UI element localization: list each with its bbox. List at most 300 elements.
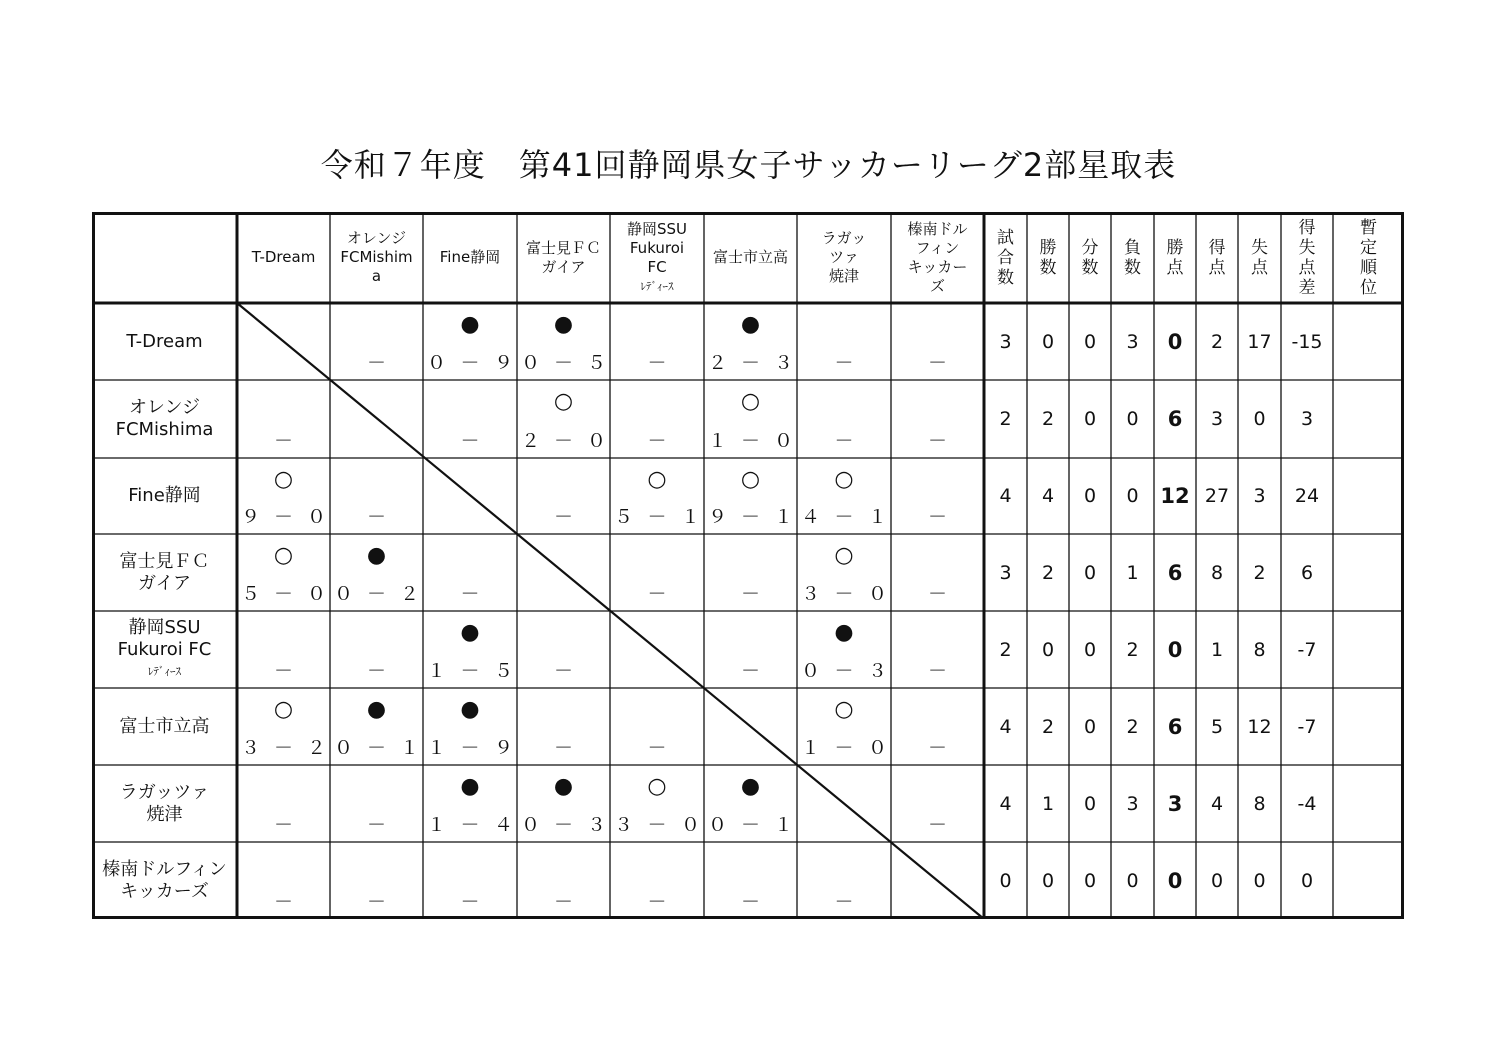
score-goals: ２ (521, 430, 541, 452)
stat-draws: 0 (1083, 330, 1097, 353)
text-line: 定 (1360, 237, 1377, 258)
row-team-name (92, 458, 237, 534)
stat-wins: 2 (1041, 408, 1055, 430)
unplayed-dash: － (927, 352, 947, 374)
loss-mark: ● (460, 774, 480, 799)
text-line: 得 (1208, 237, 1226, 258)
stat-goals-against: 17 (1247, 330, 1272, 353)
score-separator: － (366, 583, 386, 605)
match-cell (610, 458, 704, 534)
loss-mark: ● (834, 620, 854, 645)
match-score (801, 737, 887, 759)
row-team-label (120, 716, 210, 738)
column-header-stat (1027, 212, 1069, 303)
win-mark: ○ (647, 774, 667, 799)
text-line: 富士見ＦＣ (525, 238, 601, 257)
match-cell (891, 303, 984, 380)
text-line: 試 (997, 227, 1014, 248)
score-separator: － (647, 506, 667, 528)
row-team-label (126, 331, 202, 353)
match-cell (237, 765, 330, 842)
stat-points: 0 (1167, 868, 1183, 893)
unplayed-dash: － (834, 430, 854, 452)
match-cell (237, 611, 330, 688)
stat-goals-for: 3 (1210, 408, 1224, 430)
unplayed-dash: － (927, 583, 947, 605)
stat-wins: 2 (1041, 715, 1055, 738)
text-line: FCMishim (340, 248, 413, 266)
text-line: 静岡SSU (128, 616, 201, 638)
match-score (521, 430, 606, 452)
unplayed-dash: － (834, 352, 854, 374)
match-cell (891, 534, 984, 611)
match-cell (610, 303, 704, 380)
unplayed-dash: － (366, 660, 386, 682)
score-goals: ０ (334, 583, 354, 605)
match-score (708, 814, 793, 836)
row-team-label (120, 551, 210, 595)
match-cell (517, 458, 610, 534)
match-cell (423, 765, 517, 842)
text-line: 焼津 (828, 267, 859, 285)
unplayed-dash: － (927, 737, 947, 759)
column-header-team (237, 212, 330, 303)
match-cell (237, 688, 330, 765)
match-cell (237, 842, 330, 919)
match-cell (704, 534, 797, 611)
match-score (708, 352, 793, 374)
stat-goal-difference: -15 (1291, 330, 1323, 353)
score-goals: ５ (586, 352, 606, 374)
score-goals: ３ (773, 352, 793, 374)
unplayed-dash: － (273, 430, 293, 452)
text-line: ガイア (138, 572, 191, 594)
match-cell (237, 458, 330, 534)
score-goals: ０ (306, 506, 326, 528)
score-goals: ２ (399, 583, 419, 605)
column-header-label (526, 239, 601, 277)
stat-losses: 0 (1126, 485, 1139, 507)
score-goals: ０ (334, 737, 354, 759)
match-cell (330, 688, 423, 765)
score-goals: ４ (493, 814, 513, 836)
score-separator: － (460, 660, 480, 682)
stat-provisional-rank (1333, 458, 1404, 534)
text-line: 富士見ＦＣ (119, 550, 210, 572)
column-header-label (822, 229, 867, 286)
unplayed-dash: － (647, 583, 667, 605)
unplayed-dash: － (647, 891, 667, 913)
score-separator: － (740, 430, 760, 452)
column-header-label (1040, 238, 1057, 278)
text-line: 焼津 (146, 803, 183, 825)
match-score (241, 583, 326, 605)
row-team-name (92, 611, 237, 688)
text-line: T-Dream (251, 248, 316, 266)
self-match-cell (704, 688, 797, 765)
match-cell (517, 611, 610, 688)
stat-draws: 0 (1083, 485, 1097, 507)
win-mark: ○ (834, 543, 854, 568)
text-line: 富士市立高 (712, 248, 788, 266)
stat-draws: 0 (1083, 638, 1097, 661)
match-cell (517, 842, 610, 919)
stat-goals-for: 0 (1210, 869, 1224, 892)
column-header-label (1167, 238, 1184, 278)
stat-goals-for: 1 (1210, 638, 1224, 661)
score-separator: － (273, 506, 293, 528)
column-header-team (423, 212, 517, 303)
score-separator: － (553, 352, 573, 374)
stat-goal-difference: 6 (1300, 561, 1314, 584)
text-line: 分 (1081, 237, 1099, 258)
text-line: 失 (1298, 237, 1316, 258)
column-header-label (1082, 238, 1099, 278)
text-line: キッカー (907, 257, 968, 276)
score-goals: ３ (586, 814, 606, 836)
column-header-team (330, 212, 423, 303)
text-line: ツァ (829, 248, 859, 266)
loss-mark: ● (460, 697, 480, 722)
score-separator: － (834, 737, 854, 759)
stat-wins: 2 (1041, 561, 1055, 584)
match-score (241, 506, 326, 528)
match-score (334, 737, 419, 759)
unplayed-dash: － (366, 506, 386, 528)
score-goals: ３ (867, 660, 887, 682)
column-header-stat (1281, 212, 1333, 303)
text-line: 榛南ドル (907, 219, 968, 238)
row-team-label (102, 859, 227, 903)
match-cell (330, 458, 423, 534)
match-cell (237, 534, 330, 611)
unplayed-dash: － (927, 506, 947, 528)
stat-losses: 0 (1126, 869, 1139, 892)
unplayed-dash: － (927, 430, 947, 452)
match-score (427, 737, 513, 759)
stat-provisional-rank (1333, 380, 1404, 458)
unplayed-dash: － (366, 352, 386, 374)
match-cell (610, 765, 704, 842)
win-mark: ○ (834, 467, 854, 492)
text-line: Fine静岡 (128, 485, 201, 506)
stat-goals-against: 8 (1253, 638, 1266, 661)
score-separator: － (834, 583, 854, 605)
win-mark: ○ (273, 467, 294, 492)
match-score (801, 583, 887, 605)
score-goals: ２ (306, 737, 326, 759)
stat-losses: 3 (1126, 330, 1139, 353)
stat-goal-difference: 0 (1300, 869, 1314, 892)
stat-games-played: 4 (999, 715, 1012, 738)
match-cell (330, 611, 423, 688)
column-header-label (1360, 218, 1377, 298)
text-line: 静岡SSU (626, 219, 688, 238)
match-score (614, 506, 700, 528)
stat-draws: 0 (1083, 792, 1097, 815)
stat-wins: 0 (1041, 869, 1055, 892)
text-line: 数 (1081, 257, 1099, 278)
score-separator: － (273, 583, 293, 605)
match-cell (797, 380, 891, 458)
unplayed-dash: － (553, 660, 573, 682)
match-cell (423, 842, 517, 919)
unplayed-dash: － (366, 891, 386, 913)
column-header-team (517, 212, 610, 303)
unplayed-dash: － (553, 737, 573, 759)
score-goals: １ (680, 506, 700, 528)
score-goals: １ (708, 430, 728, 452)
stat-goal-difference: 24 (1294, 485, 1320, 507)
column-header-stat (1111, 212, 1154, 303)
unplayed-dash: － (460, 891, 480, 913)
match-score (427, 814, 513, 836)
match-cell (704, 842, 797, 919)
stat-goal-difference: -4 (1297, 792, 1317, 815)
match-cell (517, 688, 610, 765)
text-line: ラガッ (821, 229, 867, 247)
text-line: 数 (1124, 257, 1141, 278)
match-score (708, 506, 793, 528)
self-match-cell (330, 380, 423, 458)
score-goals: ９ (708, 506, 728, 528)
column-header-label (997, 228, 1014, 288)
unplayed-dash: － (273, 891, 293, 913)
stat-games-played: 2 (999, 638, 1012, 661)
text-line: 差 (1298, 277, 1316, 298)
text-line: 勝 (1039, 237, 1057, 258)
text-line: ガイア (541, 257, 586, 276)
score-goals: ９ (241, 506, 261, 528)
stat-games-played: 3 (999, 561, 1012, 584)
match-cell (330, 534, 423, 611)
stat-goals-against: 2 (1253, 561, 1266, 584)
text-line: 榛南ドルフィン (102, 858, 227, 880)
stat-goals-against: 0 (1253, 869, 1266, 892)
stat-losses: 2 (1126, 638, 1139, 661)
unplayed-dash: － (834, 891, 854, 913)
text-line: FC (647, 257, 667, 276)
loss-mark: ● (366, 543, 387, 568)
match-cell (891, 765, 984, 842)
match-score (614, 814, 700, 836)
win-mark: ○ (273, 697, 294, 722)
match-cell (797, 534, 891, 611)
text-line: 合 (997, 247, 1014, 268)
column-header-stat (1069, 212, 1111, 303)
stat-games-played: 0 (999, 869, 1012, 892)
score-goals: ０ (773, 430, 793, 452)
score-goals: ０ (586, 430, 606, 452)
text-line: 位 (1360, 277, 1377, 298)
stat-provisional-rank (1333, 688, 1404, 765)
stat-goals-against: 3 (1253, 485, 1266, 507)
stat-goal-difference: -7 (1297, 638, 1317, 661)
win-mark: ○ (553, 389, 574, 414)
unplayed-dash: － (647, 737, 667, 759)
match-cell (517, 303, 610, 380)
column-header-label (907, 220, 967, 296)
stat-losses: 0 (1126, 408, 1139, 430)
score-goals: ０ (306, 583, 326, 605)
text-line: 得 (1298, 217, 1316, 238)
text-line: Fine静岡 (439, 248, 501, 266)
match-score (708, 430, 793, 452)
match-cell (237, 380, 330, 458)
stat-games-played: 2 (999, 408, 1012, 430)
stat-draws: 0 (1083, 408, 1097, 430)
stat-draws: 0 (1083, 869, 1097, 892)
column-header-stat (1196, 212, 1238, 303)
match-score (334, 583, 419, 605)
score-goals: ０ (867, 583, 887, 605)
score-goals: ０ (801, 660, 821, 682)
score-separator: － (647, 814, 667, 836)
score-goals: ５ (241, 583, 261, 605)
page-title: 令和７年度 第41回静岡県女子サッカーリーグ2部星取表 (320, 146, 1177, 184)
text-line: 暫 (1360, 217, 1377, 238)
unplayed-dash: － (553, 891, 573, 913)
score-separator: － (460, 737, 480, 759)
match-cell (797, 688, 891, 765)
match-cell (423, 688, 517, 765)
unplayed-dash: － (366, 814, 386, 836)
stat-points: 6 (1167, 407, 1183, 431)
score-goals: ０ (521, 814, 541, 836)
match-cell (704, 611, 797, 688)
stat-points: 0 (1167, 637, 1183, 662)
text-line: 負 (1124, 237, 1141, 258)
win-mark: ○ (740, 389, 761, 414)
text-line: キッカーズ (120, 880, 209, 902)
stat-goals-against: 8 (1253, 792, 1266, 815)
score-goals: ０ (867, 737, 887, 759)
column-header-label (440, 248, 500, 267)
score-goals: ３ (801, 583, 821, 605)
text-line: 失 (1251, 237, 1268, 258)
column-header-stat (984, 212, 1027, 303)
score-goals: ０ (708, 814, 728, 836)
match-cell (891, 380, 984, 458)
score-goals: ４ (801, 506, 821, 528)
column-header-label (627, 220, 687, 296)
stat-goals-against: 0 (1253, 408, 1266, 430)
match-score (241, 737, 326, 759)
unplayed-dash: － (740, 891, 760, 913)
self-match-cell (517, 534, 610, 611)
score-separator: － (740, 352, 760, 374)
column-header-label (1124, 238, 1141, 278)
text-line: ﾚﾃﾞｨｰｽ (148, 664, 181, 678)
score-separator: － (460, 814, 480, 836)
column-header-label (340, 229, 412, 286)
text-line: a (371, 267, 382, 285)
stat-points: 12 (1160, 484, 1190, 508)
self-match-cell (797, 765, 891, 842)
match-cell (517, 380, 610, 458)
unplayed-dash: － (740, 660, 760, 682)
stat-provisional-rank (1333, 842, 1404, 919)
loss-mark: ● (460, 620, 480, 645)
score-goals: ９ (493, 352, 513, 374)
unplayed-dash: － (460, 583, 480, 605)
text-line: 点 (1298, 257, 1316, 278)
stat-games-played: 4 (999, 792, 1012, 815)
score-separator: － (366, 737, 386, 759)
match-score (427, 352, 513, 374)
column-header-stat (1154, 212, 1196, 303)
score-goals: １ (801, 737, 821, 759)
stat-draws: 0 (1083, 561, 1097, 584)
unplayed-dash: － (460, 430, 480, 452)
match-cell (704, 458, 797, 534)
column-header-team (704, 212, 797, 303)
match-cell (797, 458, 891, 534)
score-goals: １ (427, 660, 447, 682)
stat-losses: 1 (1126, 561, 1139, 584)
match-cell (704, 303, 797, 380)
unplayed-dash: － (927, 660, 947, 682)
loss-mark: ● (366, 697, 387, 722)
stat-provisional-rank (1333, 534, 1404, 611)
column-header-label (713, 248, 788, 267)
score-goals: １ (773, 506, 793, 528)
column-header-team (797, 212, 891, 303)
stat-provisional-rank (1333, 611, 1404, 688)
text-line: Fukuroi (629, 238, 685, 257)
loss-mark: ● (553, 774, 574, 799)
stat-wins: 0 (1041, 330, 1055, 353)
column-header-label (1209, 238, 1226, 278)
match-cell (423, 380, 517, 458)
column-header-label (1299, 218, 1316, 298)
text-line: FCMishima (115, 419, 214, 440)
text-line: Fukuroi FC (117, 638, 212, 660)
loss-mark: ● (553, 312, 574, 337)
match-cell (704, 765, 797, 842)
column-header-stat (1333, 212, 1404, 303)
score-goals: １ (867, 506, 887, 528)
match-cell (330, 303, 423, 380)
row-team-label (118, 617, 212, 683)
text-line: 富士市立高 (119, 715, 210, 737)
stat-wins: 4 (1041, 485, 1055, 507)
match-cell (423, 303, 517, 380)
match-cell (797, 842, 891, 919)
match-score (427, 660, 513, 682)
score-separator: － (553, 814, 573, 836)
unplayed-dash: － (647, 430, 667, 452)
match-cell (891, 611, 984, 688)
score-goals: ０ (680, 814, 700, 836)
score-goals: ２ (708, 352, 728, 374)
match-cell (423, 534, 517, 611)
column-header-team (891, 212, 984, 303)
match-score (801, 506, 887, 528)
row-team-name (92, 534, 237, 611)
row-team-label (120, 782, 209, 826)
stat-games-played: 4 (999, 485, 1012, 507)
match-score (801, 660, 887, 682)
text-line: 点 (1208, 257, 1226, 278)
score-goals: １ (773, 814, 793, 836)
text-line: 順 (1360, 257, 1377, 278)
stat-goal-difference: 3 (1300, 408, 1314, 430)
unplayed-dash: － (740, 583, 760, 605)
match-cell (330, 842, 423, 919)
text-line: フィン (915, 238, 960, 257)
unplayed-dash: － (647, 352, 667, 374)
